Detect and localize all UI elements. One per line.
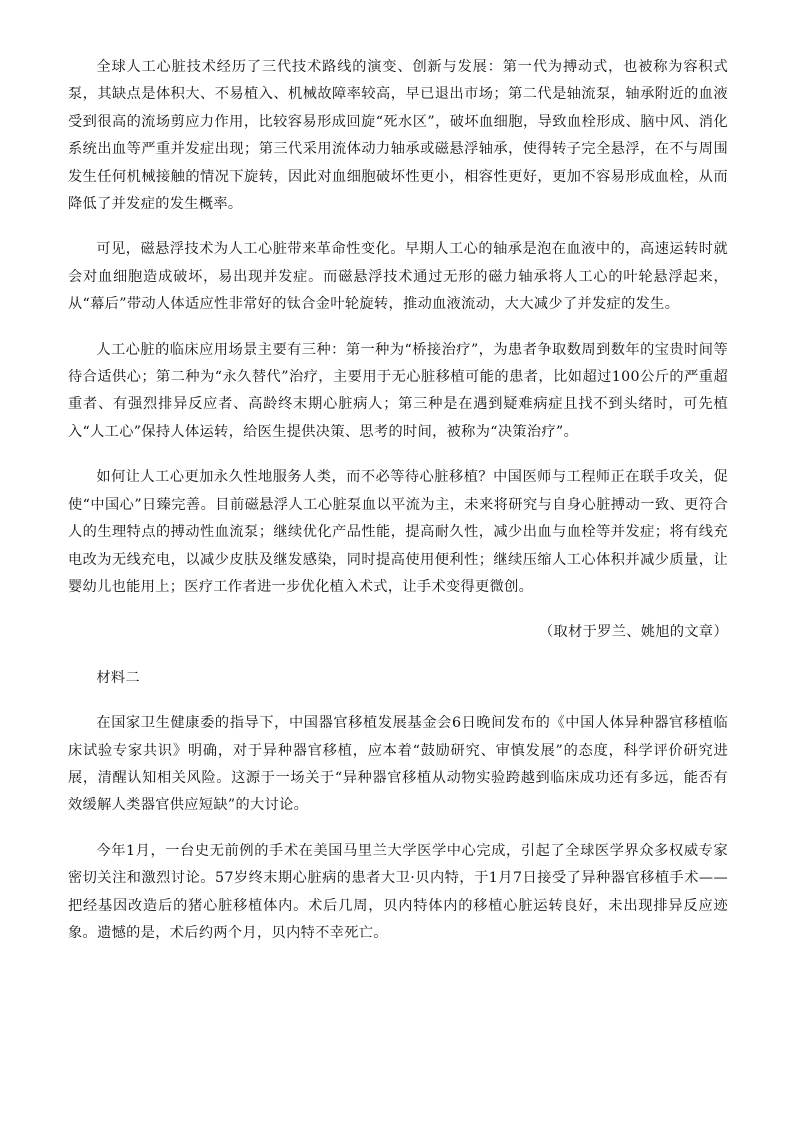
paragraph-maglev-advantage: 可见，磁悬浮技术为人工心脏带来革命性变化。早期人工心的轴承是泡在血液中的，高速运转时就会对血细胞造成破坏，易出现并发症。而磁悬浮技术通过无形的磁力轴承将人工心的叶轮悬浮起来，从“幕后”带动人体适应性非常好的钛合金叶轮旋转，推动血液流动，大大减少了并发症的发生。	[68, 241, 728, 313]
paragraph-gap	[68, 601, 728, 619]
paragraph-future-development: 如何让人工心更加永久性地服务人类，而不必等待心脏移植？中国医师与工程师正在联手攻关，促使“中国心”日臻完善。目前磁悬浮人工心脏泵血以平流为主，未来将研究与自身心脏搏动一致、更符合人的生理特点的搏动性血流泵；继续优化产品性能，提高耐久性，减少出血与血栓等并发症；将有线充电改为无线充电，以减少皮肤及继发感染，同时提高使用便利性；继续压缩人工心体积并减少质量，让婴幼儿也能用上；医疗工作者进一步优化植入术式，让手术变得更微创。	[68, 469, 728, 595]
paragraph-gap	[68, 218, 728, 236]
paragraph-pig-heart-surgery: 今年1月，一台史无前例的手术在美国马里兰大学医学中心完成，引起了全球医学界众多权威专家密切关注和激烈讨论。57岁终末期心脏病的患者大卫·贝内特，于1月7日接受了异种器官移植手术——把经基因改造后的猪心脏移植体内。术后几周，贝内特体内的移植心脏运转良好，未出现排异反应迹象。遗憾的是，术后约两个月，贝内特不幸死亡。	[68, 842, 728, 941]
paragraph-gap	[68, 647, 728, 665]
paragraph-clinical-scenarios: 人工心脏的临床应用场景主要有三种：第一种为“桥接治疗”，为患者争取数周到数年的宝贵时间等待合适供心；第二种为“永久替代”治疗，主要用于无心脏移植可能的患者，比如超过100公斤的严重超重者、有强烈排异反应者、高龄终末期心脏病人；第三种是在遇到疑难病症且找不到头绪时，可先植入“人工心”保持人体运转，给医生提供决策、思考的时间，被称为“决策治疗”。	[68, 341, 728, 440]
document-page	[68, 54, 728, 947]
paragraph-expert-consensus: 在国家卫生健康委的指导下，中国器官移植发展基金会6日晚间发布的《中国人体异种器官移植临床试验专家共识》明确，对于异种器官移植，应本着“鼓励研究、审慎发展”的态度，科学评价研究进展，清醒认知相关风险。这源于一场关于“异种器官移植从动物实验跨越到临床成功还有多远，能否有效缓解人类器官供应短缺”的大讨论。	[68, 715, 728, 814]
paragraph-three-generations: 全球人工心脏技术经历了三代技术路线的演变、创新与发展：第一代为搏动式，也被称为容积式泵，其缺点是体积大、不易植入、机械故障率较高，早已退出市场；第二代是轴流泵，轴承附近的血液受到很高的流场剪应力作用，比较容易形成回旋“死水区”，破坏血细胞，导致血栓形成、脑中风、消化系统出血等严重并发症出现；第三代采用流体动力轴承或磁悬浮轴承，使得转子完全悬浮，在不与周围发生任何机械接触的情况下旋转，因此对血细胞破坏性更小，相容性更好，更加不容易形成血栓，从而降低了并发症的发生概率。	[68, 59, 728, 213]
paragraph-gap	[68, 820, 728, 838]
source-note: （取材于罗兰、姚旭的文章）	[539, 624, 728, 641]
paragraph-gap	[68, 446, 728, 464]
paragraph-gap	[68, 692, 728, 710]
material-two-heading: 材料二	[96, 669, 141, 686]
paragraph-gap	[68, 319, 728, 337]
